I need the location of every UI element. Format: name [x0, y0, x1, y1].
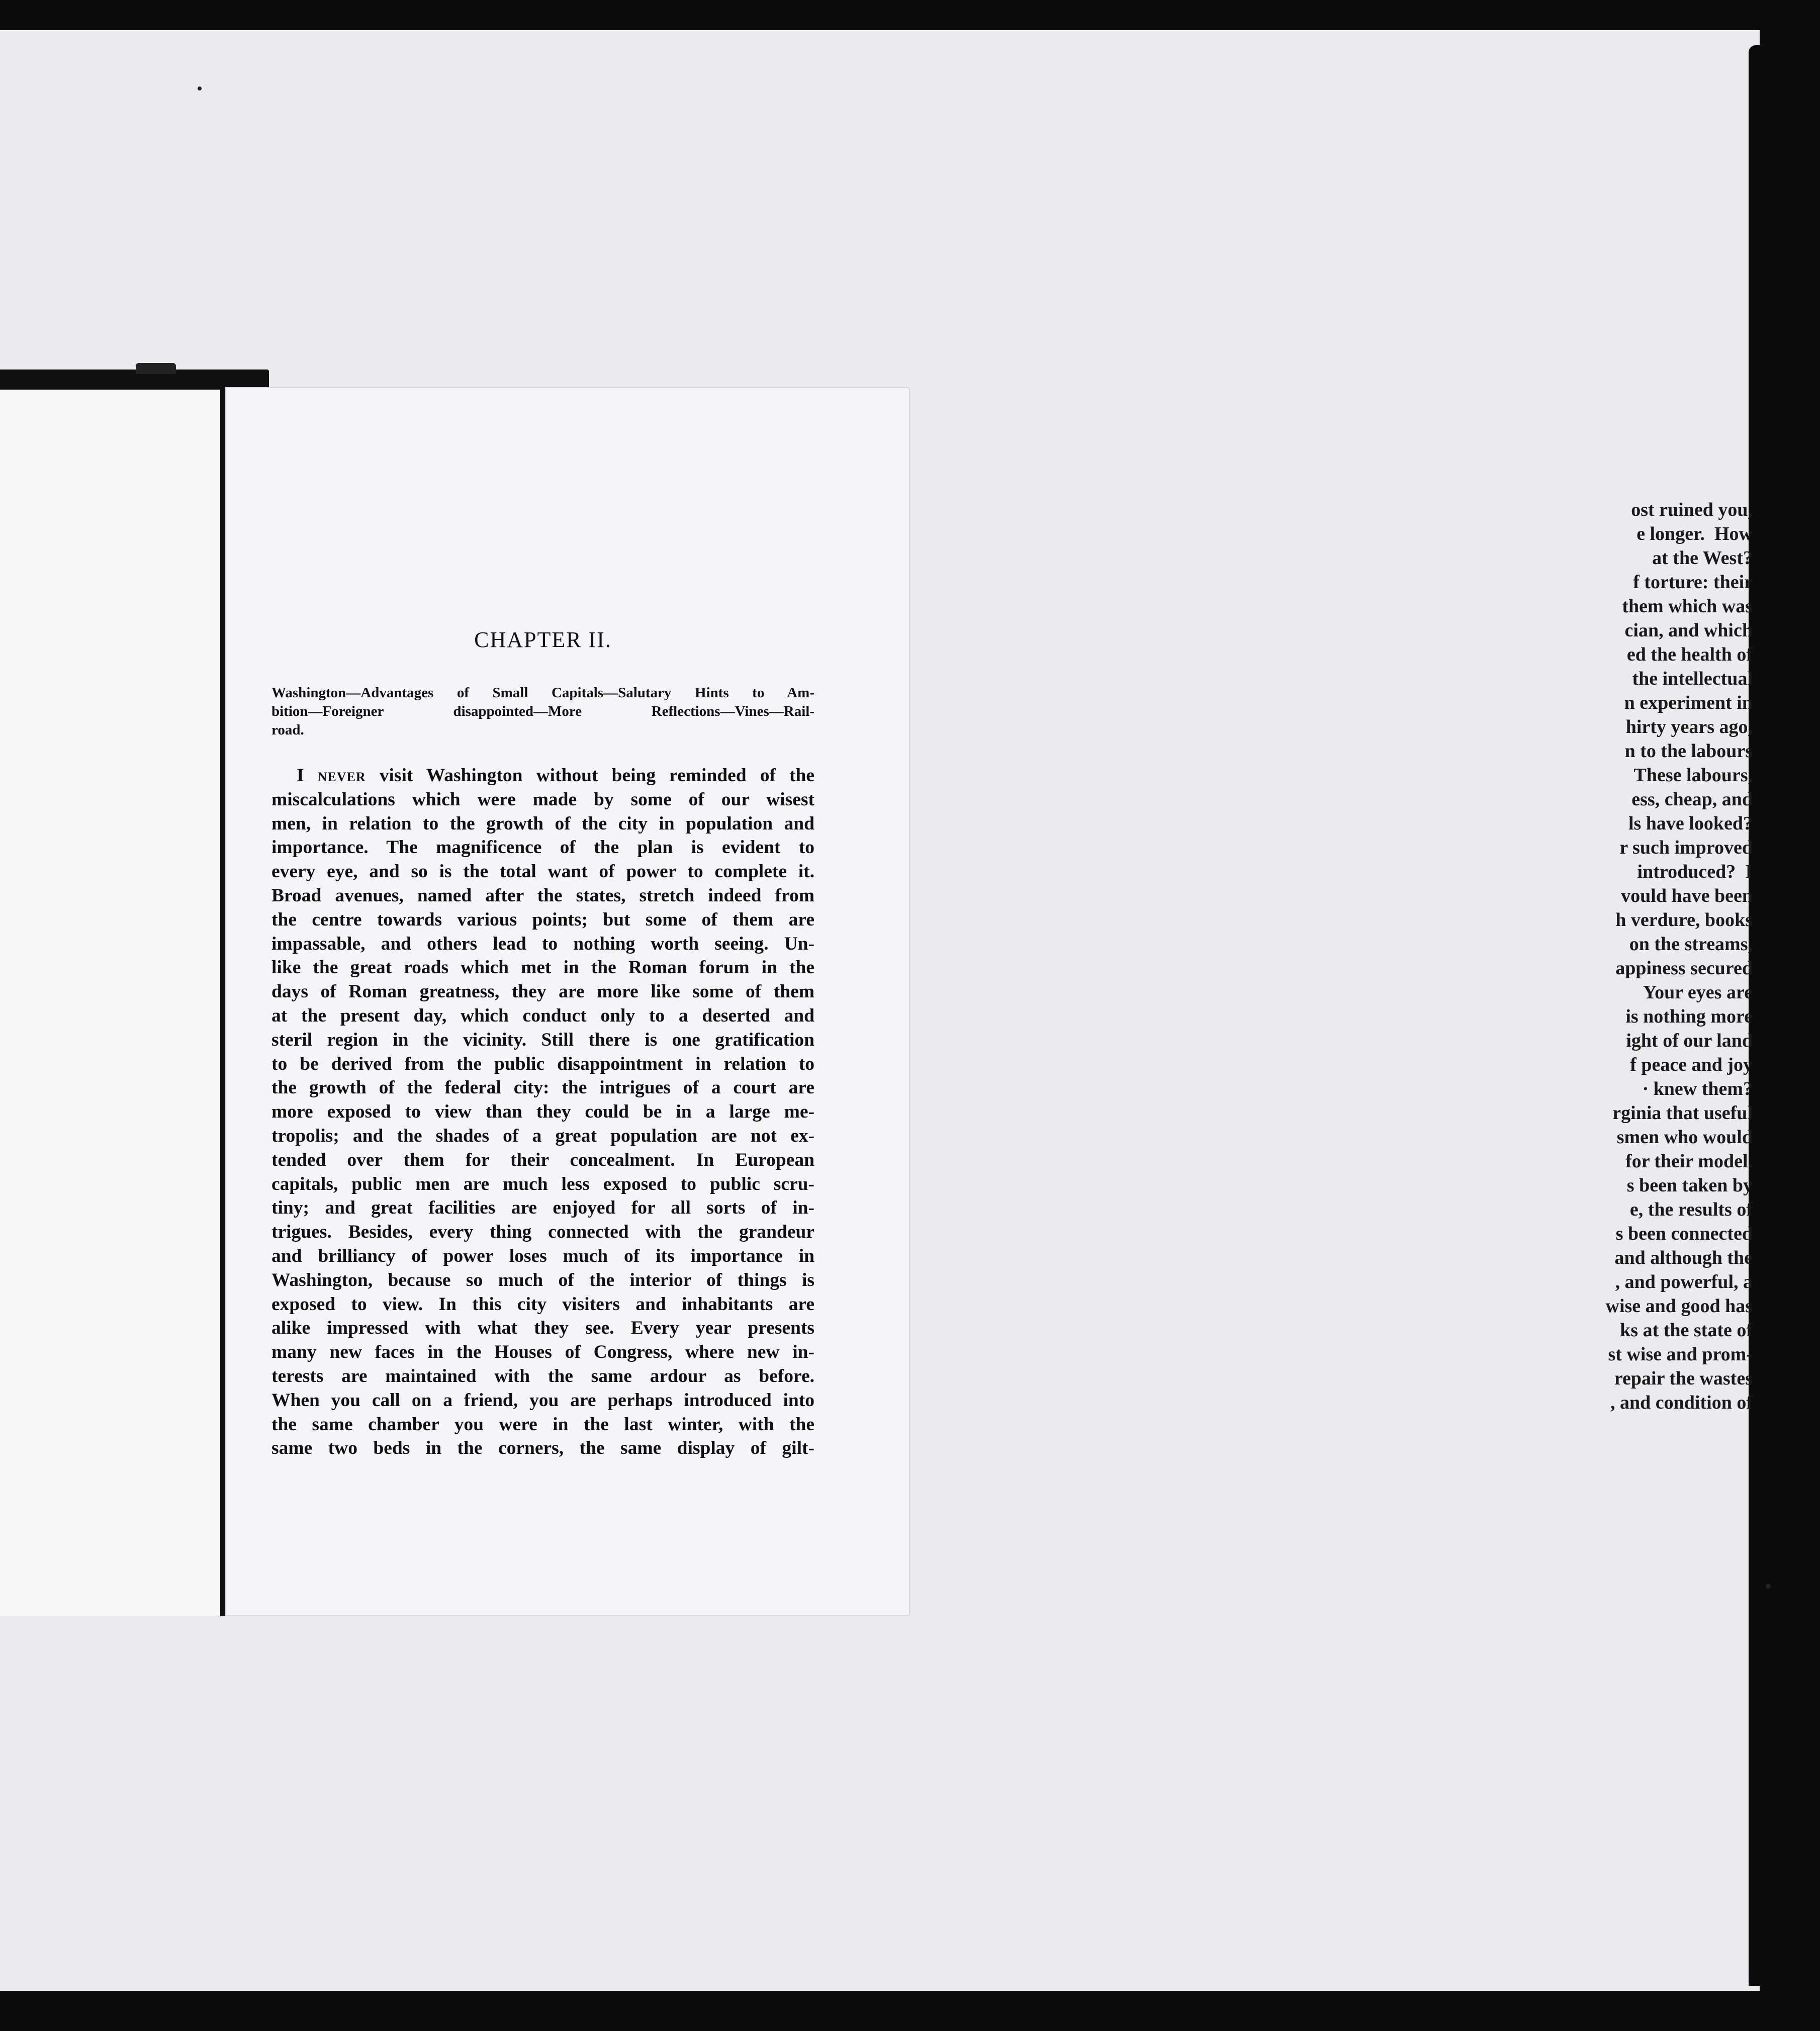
body-line: Broad avenues, named after the states, stretch indeed from — [271, 885, 814, 906]
previous-page-line: h verdure, books — [1615, 909, 1753, 931]
bottom-scan-border — [0, 1991, 1820, 2031]
previous-page-line: , and condition of — [1610, 1392, 1753, 1413]
previous-page-line: n to the labours — [1624, 741, 1753, 762]
previous-page-line: ight of our land — [1626, 1030, 1753, 1051]
previous-page-line: and although the — [1614, 1247, 1753, 1268]
previous-page-line: for their model. — [1625, 1151, 1753, 1172]
previous-page-line: These labours, — [1633, 765, 1753, 786]
body-line: tended over them for their concealment. In European — [271, 1149, 814, 1170]
top-scan-border — [0, 0, 1820, 30]
chapter-summary — [271, 684, 814, 740]
body-first-line-rest: visit Washington without being reminded of the — [366, 765, 815, 786]
previous-page-line: them which was — [1622, 596, 1753, 617]
previous-page-line: ls have looked? — [1628, 813, 1753, 834]
chapter-summary-line: road. — [271, 722, 304, 738]
previous-page-line: r such improved — [1619, 837, 1753, 858]
body-line: the centre towards various points; but some of them are — [271, 909, 814, 930]
previous-page-line: n experiment in — [1624, 692, 1753, 713]
body-line: impassable, and others lead to nothing worth seeing. Un- — [271, 933, 814, 954]
body-line: the growth of the federal city: the intrigues of a court are — [271, 1077, 814, 1098]
body-line: every eye, and so is the total want of power to complete it. — [271, 861, 814, 882]
body-line: same two beds in the corners, the same display of gilt- — [271, 1438, 814, 1459]
chapter-summary-line: Washington—Advantages of Small Capitals—Salutary Hints to Am- — [271, 685, 814, 701]
previous-page-line: f torture: their — [1633, 572, 1753, 593]
previous-page-fragment — [0, 382, 226, 1616]
previous-page-line: f peace and joy — [1630, 1054, 1753, 1075]
body-line: tropolis; and the shades of a great population are not ex- — [271, 1125, 814, 1146]
binding-tab — [0, 370, 269, 390]
previous-page-text — [1300, 498, 1753, 1415]
body-line: at the present day, which conduct only to a deserted and — [271, 1005, 814, 1026]
previous-page-line: · knew them? — [1642, 1078, 1753, 1099]
body-line: and brilliancy of power loses much of its importance in — [271, 1245, 814, 1266]
body-line: When you call on a friend, you are perhaps introduced into — [271, 1390, 814, 1411]
previous-page-line: e, the results of — [1629, 1199, 1753, 1220]
previous-page-line: is nothing more — [1625, 1006, 1753, 1027]
previous-page-line: wise and good has — [1605, 1296, 1753, 1317]
previous-page-line: the intellectual — [1632, 668, 1753, 689]
chapter-body — [271, 764, 814, 1460]
previous-page-line: s been connected — [1615, 1223, 1753, 1244]
book-gutter — [220, 390, 225, 1616]
chapter-summary-line: bition—Foreigner disappointed—More Reflections—Vines—Rail- — [271, 703, 814, 719]
body-line: days of Roman greatness, they are more like some of them — [271, 981, 814, 1002]
body-line: terests are maintained with the same ardour as before. — [271, 1365, 814, 1387]
previous-page-line: e longer. How — [1636, 523, 1753, 544]
previous-page-line: at the West? — [1652, 547, 1753, 569]
previous-page-line: s been taken by — [1626, 1175, 1753, 1196]
body-line: more exposed to view than they could be in a large me- — [271, 1101, 814, 1123]
body-line: exposed to view. In this city visiters and inhabitants are — [271, 1294, 814, 1315]
binding-notch — [136, 363, 176, 374]
body-line: steril region in the vicinity. Still there is one gratification — [271, 1029, 814, 1050]
body-line: tiny; and great facilities are enjoyed for all sorts of in- — [271, 1197, 814, 1219]
previous-page-line: vould have been — [1621, 885, 1753, 906]
previous-page-line: smen who would — [1616, 1127, 1753, 1148]
previous-page-line: hirty years ago, — [1625, 716, 1753, 737]
previous-page-line: repair the wastes — [1614, 1368, 1753, 1389]
previous-page-line: st wise and prom- — [1608, 1344, 1753, 1365]
previous-page-line: rginia that useful — [1612, 1102, 1753, 1124]
previous-page-line: on the streams, — [1629, 934, 1753, 955]
scan-speck — [198, 86, 202, 90]
previous-page-line: appiness secured — [1615, 958, 1753, 979]
chapter-title: CHAPTER II. — [474, 627, 612, 652]
body-line: capitals, public men are much less exposed to public scru- — [271, 1173, 814, 1194]
body-line: like the great roads which met in the Roman forum in the — [271, 957, 814, 978]
body-line: many new faces in the Houses of Congress, where new in- — [271, 1342, 814, 1363]
body-first-letter: I — [297, 765, 318, 786]
scan-speck — [1766, 1584, 1771, 1589]
previous-page-line: Your eyes are — [1643, 982, 1753, 1003]
body-line: importance. The magnificence of the plan is evident to — [271, 837, 814, 858]
body-line: to be derived from the public disappointment in relation to — [271, 1053, 814, 1074]
previous-page-line: , and powerful, a — [1615, 1271, 1753, 1293]
previous-page-line: introduced? I — [1637, 861, 1753, 882]
right-scan-border — [1760, 30, 1820, 1991]
body-line: trigues. Besides, every thing connected with the grandeur — [271, 1222, 814, 1243]
previous-page-line: ess, cheap, and — [1631, 789, 1753, 810]
body-line: alike impressed with what they see. Every year presents — [271, 1318, 814, 1339]
page-content — [271, 627, 814, 1460]
previous-page-line: ks at the state of — [1620, 1320, 1753, 1341]
previous-page-line: cian, and which — [1624, 620, 1753, 641]
previous-page-line: ed the health of — [1626, 644, 1753, 665]
previous-page-line: ost ruined you, — [1631, 499, 1753, 520]
body-line: the same chamber you were in the last winter, with the — [271, 1414, 814, 1435]
body-line: miscalculations which were made by some of our wisest — [271, 789, 814, 810]
body-line: Washington, because so much of the interior of things is — [271, 1269, 814, 1290]
body-line — [271, 764, 814, 788]
body-first-word: never — [317, 765, 366, 786]
body-line: men, in relation to the growth of the city in population and — [271, 813, 814, 834]
book-page — [225, 387, 910, 1616]
